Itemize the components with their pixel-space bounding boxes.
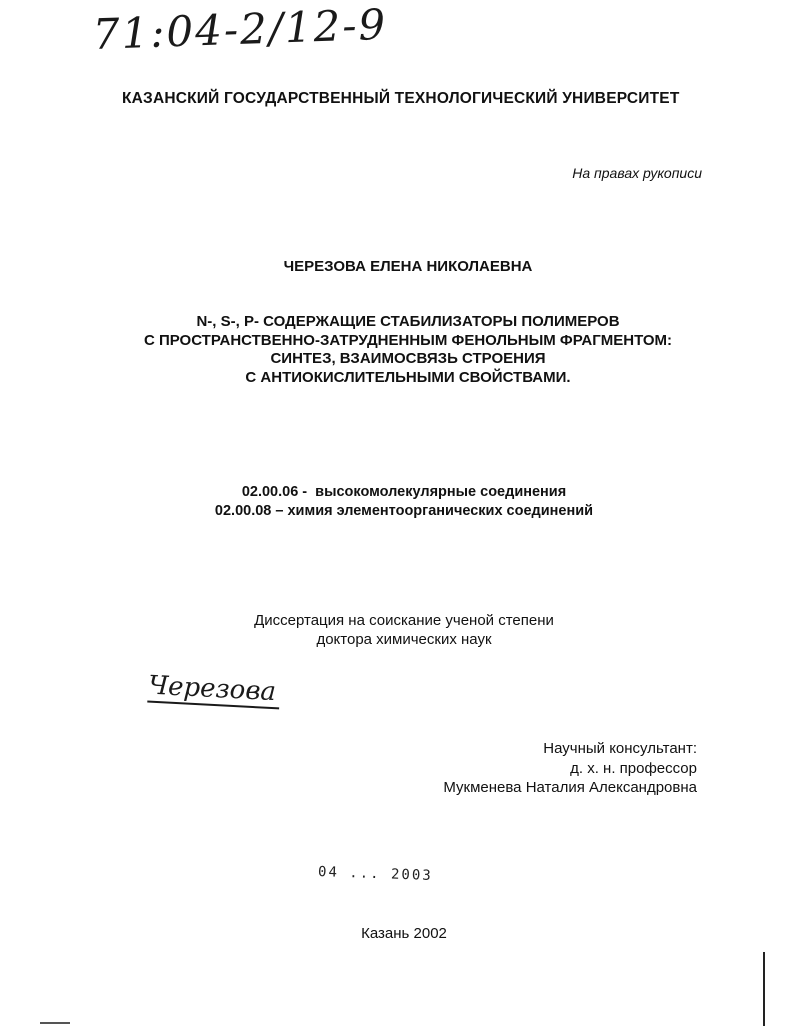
author-name: ЧЕРЕЗОВА ЕЛЕНА НИКОЛАЕВНА: [283, 258, 533, 275]
consultant-line: Научный консультант:: [543, 740, 697, 757]
degree-line: доктора химических наук: [316, 631, 492, 648]
date-stamp: 04 ... 2003: [317, 864, 433, 884]
consultant-line: Мукменева Наталия Александровна: [443, 779, 697, 796]
handwritten-catalog-code: 71:04-2/12-9: [92, 0, 388, 59]
title-line: СИНТЕЗ, ВЗАИМОСВЯЗЬ СТРОЕНИЯ: [270, 350, 546, 367]
handwritten-signature: Черезова: [147, 671, 280, 710]
title-line: С АНТИОКИСЛИТЕЛЬНЫМИ СВОЙСТВАМИ.: [245, 368, 571, 386]
specialty-line: 02.00.08 – химия элементоорганических соединений: [214, 503, 594, 519]
title-line: С ПРОСТРАНСТВЕННО-ЗАТРУДНЕННЫМ ФЕНОЛЬНЫМ ФРАГМЕНТОМ:: [143, 331, 673, 349]
degree-line: Диссертация на соискание ученой степени: [254, 612, 554, 629]
consultant-line: д. х. н. профессор: [570, 759, 697, 777]
scientific-consultant: [443, 739, 697, 798]
city-and-year: Казань 2002: [361, 925, 447, 942]
degree-statement: [0, 611, 794, 649]
scan-margin-line: [763, 952, 765, 1026]
university-name: КАЗАНСКИЙ ГОСУДАРСТВЕННЫЙ ТЕХНОЛОГИЧЕСКИЙ УНИВЕРСИТЕТ: [122, 90, 680, 107]
specialty-codes: [0, 483, 794, 521]
manuscript-note: На правах рукописи: [572, 165, 702, 181]
dissertation-title: [0, 313, 794, 387]
title-line: N-, S-, P- СОДЕРЖАЩИЕ СТАБИЛИЗАТОРЫ ПОЛИМЕРОВ: [196, 313, 620, 330]
specialty-line: 02.00.06 - высокомолекулярные соединения: [241, 484, 567, 500]
scan-corner-mark: [40, 1022, 70, 1024]
